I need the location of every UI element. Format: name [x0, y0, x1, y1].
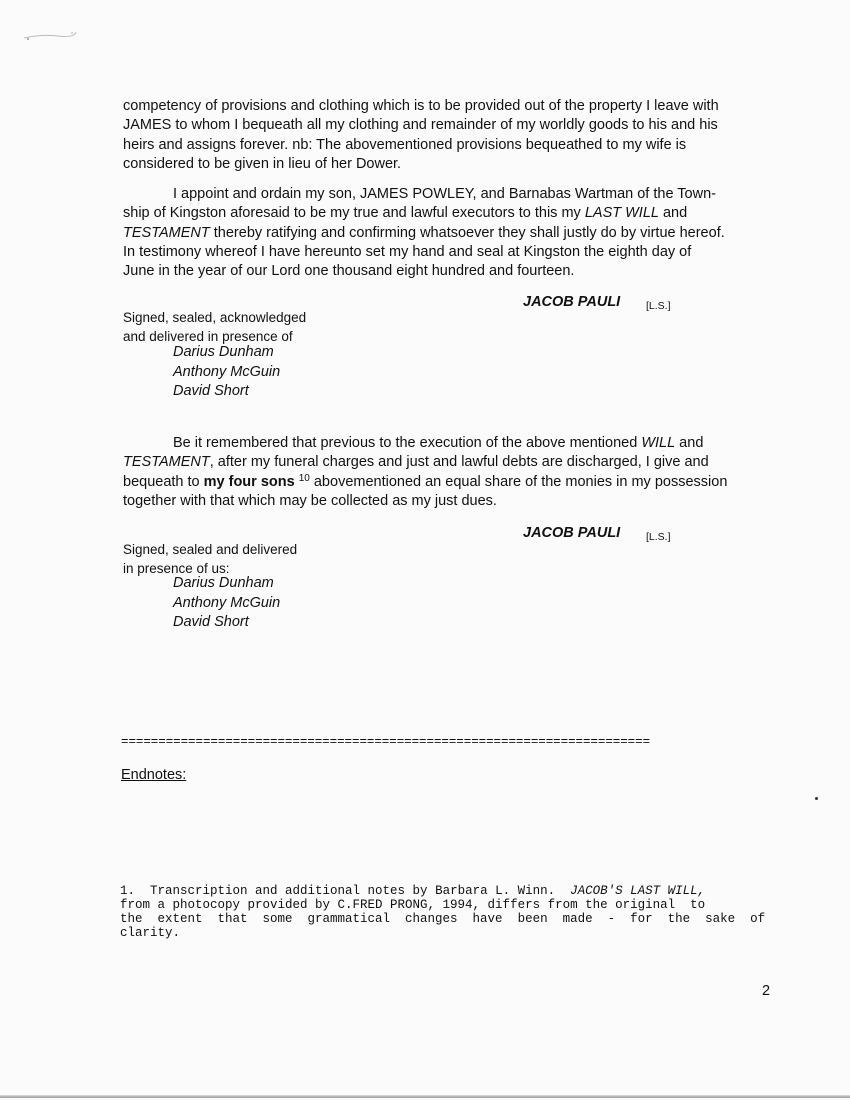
text-segment: and [658, 205, 688, 222]
endnote-reference: 10 [298, 472, 310, 484]
emphasis-testament: TESTAMENT [123, 224, 210, 241]
scan-bottom-edge [0, 1095, 850, 1098]
text-segment: Be it remembered that previous to the execution of the above mentioned [173, 435, 642, 451]
text-segment: I appoint and ordain my son, JAMES POWLEY, and Barnabas Wartman of the Town- [173, 186, 716, 202]
text-line: heirs and assigns forever. nb: The abovementioned provisions bequeathed to my wife is [123, 136, 687, 153]
attestation-line: in presence of us: [123, 560, 230, 576]
text-line: from a photocopy provided by C.FRED PRONG, 1994, differs from the original to [120, 898, 706, 912]
attestation-clause [123, 309, 306, 346]
endnote-1 [120, 884, 780, 940]
page-number: 2 [762, 983, 771, 999]
emphasis-last-will: LAST WILL [584, 205, 659, 222]
witness-name: David Short [173, 614, 249, 631]
emphasis-four-sons: my four sons [203, 473, 295, 490]
text-line: the extent that some grammatical changes have been made - for the sake of [120, 912, 766, 926]
attestation-line: and delivered in presence of [123, 328, 293, 344]
testator-signature: JACOB PAULI [523, 525, 621, 541]
emphasis-testament: TESTAMENT [123, 454, 210, 471]
text-line [123, 434, 763, 453]
scan-smudge-mark [22, 28, 78, 42]
text-line: JAMES to whom I bequeath all my clothing and remainder of my worldly goods to his and his [123, 117, 718, 134]
will-paragraph-codicil [123, 434, 763, 511]
will-paragraph-executors [123, 185, 763, 281]
witness-name: David Short [173, 383, 249, 400]
attestation-line: Signed, sealed, acknowledged [123, 310, 307, 325]
text-segment: bequeath to [123, 473, 204, 490]
text-line: June in the year of our Lord one thousand eight hundred and fourteen. [123, 263, 575, 280]
witness-name: Anthony McGuin [173, 363, 281, 380]
text-segment: and [675, 435, 704, 451]
text-line [123, 204, 763, 223]
endnotes-heading: Endnotes: [121, 767, 187, 783]
text-line: competency of provisions and clothing which is to be provided out of the property I leave with [123, 98, 719, 114]
text-segment: thereby ratifying and confirming whatsoever they shall justly do by virtue hereof. [209, 224, 725, 241]
text-line: clarity. [120, 926, 181, 940]
text-line: In testimony whereof I have hereunto set my hand and seal at Kingston the eighth day of [123, 243, 692, 260]
witness-name: Darius Dunham [173, 575, 274, 591]
text-line: considered to be given in lieu of her Dower. [123, 155, 402, 172]
text-line [120, 884, 780, 898]
text-segment: , after my funeral charges and just and lawful debts are discharged, I give and [209, 454, 709, 471]
testator-signature: JACOB PAULI [523, 294, 621, 310]
emphasis-title: JACOB'S LAST WILL, [570, 884, 706, 898]
text-line: together with that which may be collected as my just dues. [123, 492, 497, 509]
attestation-line: Signed, sealed and delivered [123, 542, 298, 557]
text-line [123, 453, 763, 472]
seal-mark: [L.S.] [646, 300, 671, 312]
text-line [123, 185, 763, 204]
text-segment: abovementioned an equal share of the monies in my possession [309, 473, 728, 490]
scan-speck [815, 797, 818, 800]
witness-name: Anthony McGuin [173, 594, 281, 611]
will-paragraph-provisions [123, 97, 763, 174]
witness-list [173, 574, 280, 633]
section-divider: ======================================================================= [121, 735, 651, 749]
attestation-clause [123, 541, 297, 578]
text-line [123, 224, 763, 243]
emphasis-will: WILL [641, 435, 676, 451]
text-segment: Transcription and additional notes by Barbara L. Winn. [135, 884, 571, 898]
witness-list [173, 343, 280, 402]
endnote-number: 1. [120, 884, 136, 898]
seal-mark: [L.S.] [646, 531, 671, 543]
text-segment: ship of Kingston aforesaid to be my true and lawful executors to this my [123, 205, 585, 222]
witness-name: Darius Dunham [173, 344, 274, 360]
text-line [123, 473, 763, 492]
